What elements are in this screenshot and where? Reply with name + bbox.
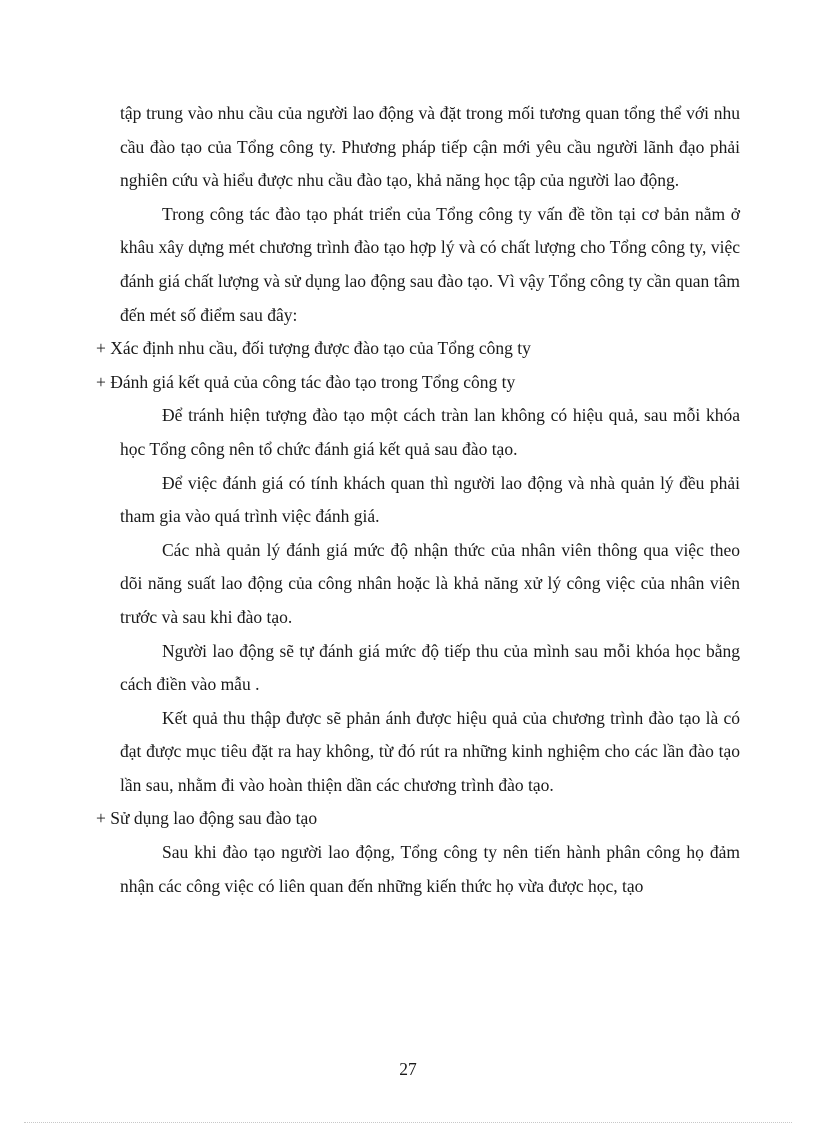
paragraph: Để tránh hiện tượng đào tạo một cách tràn lan không có hiệu quả, sau mỗi khóa học Tổng công nên tổ chức đánh giá kết quả sau đào tạo.: [120, 405, 740, 459]
page-number: 27: [399, 1059, 417, 1079]
bullet-item: + Xác định nhu cầu, đối tượng được đào tạo của Tổng công ty: [96, 338, 531, 359]
paragraph: Trong công tác đào tạo phát triển của Tổng công ty vấn đề tồn tại cơ bản nằm ở khâu xây dựng mét chương trình đào tạo hợp lý và có chất lượng cho Tổng công ty, việc đánh giá chất lượng và sử dụng lao động sau đào tạo. Vì vậy Tổng công ty cần quan tâm đến mét số điểm sau đây:: [120, 203, 740, 325]
paragraph: Sau khi đào tạo người lao động, Tổng công ty nên tiến hành phân công họ đảm nhận các công việc có liên quan đến những kiến thức họ vừa được học, tạo: [120, 842, 740, 896]
paragraph: Kết quả thu thập được sẽ phản ánh được hiệu quả của chương trình đào tạo là có đạt được mục tiêu đặt ra hay không, từ đó rút ra những kinh nghiệm cho các lần đào tạo lần sau, nhằm đi vào hoàn thiện dần các chương trình đào tạo.: [120, 707, 740, 795]
paragraph: Người lao động sẽ tự đánh giá mức độ tiếp thu của mình sau mỗi khóa học bằng cách điền vào mẫu .: [120, 640, 740, 695]
paragraph: Để việc đánh giá có tính khách quan thì người lao động và nhà quản lý đều phải tham gia vào quá trình việc đánh giá.: [120, 472, 740, 527]
paragraph: Các nhà quản lý đánh giá mức độ nhận thức của nhân viên thông qua việc theo dõi năng suất lao động của công nhân hoặc là khả năng xử lý công việc của nhân viên trước và sau khi đào tạo.: [120, 539, 740, 627]
body-text: [96, 97, 740, 903]
paragraph-continuation: tập trung vào nhu cầu của người lao động và đặt trong mối tương quan tổng thể với nhu cầu đào tạo của Tổng công ty. Phương pháp tiếp cận mới yêu cầu người lãnh đạo phải nghiên cứu và hiểu được nhu cầu đào tạo, khả năng học tập của người lao động.: [120, 103, 740, 191]
bullet-item: + Đánh giá kết quả của công tác đào tạo trong Tổng công ty: [96, 371, 516, 392]
bullet-item: + Sử dụng lao động sau đào tạo: [96, 808, 318, 829]
